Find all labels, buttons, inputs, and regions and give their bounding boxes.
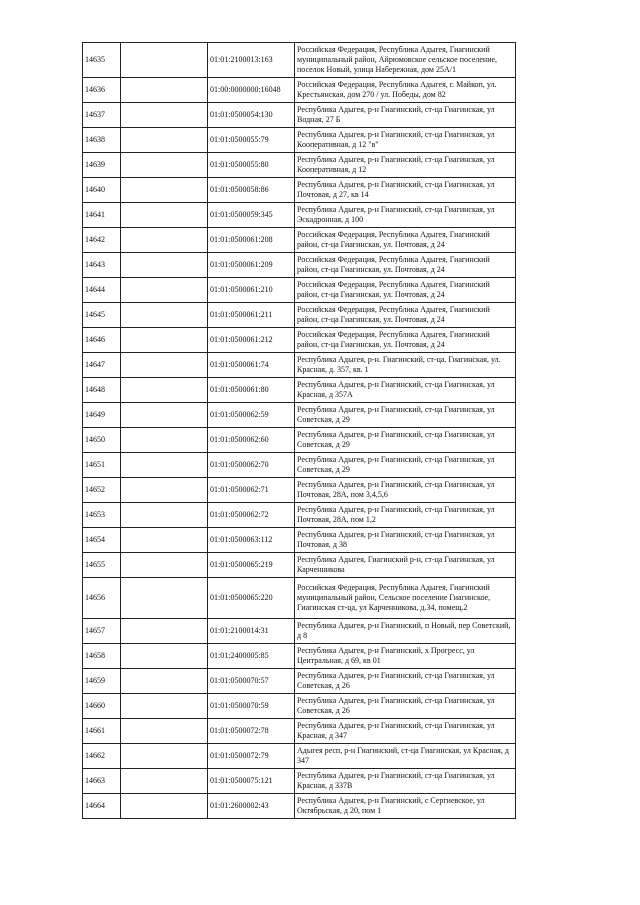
cadastral-number: 01:01:0500061:211	[208, 303, 295, 328]
empty-cell	[121, 328, 208, 353]
row-number: 14662	[83, 744, 121, 769]
empty-cell	[121, 694, 208, 719]
row-number: 14653	[83, 503, 121, 528]
table-row	[83, 744, 516, 769]
row-number: 14647	[83, 353, 121, 378]
empty-cell	[121, 719, 208, 744]
object-address: Республика Адыгея, р-н Гиагинский, п Новый, пер Советский, д 8	[295, 619, 516, 644]
object-address: Республика Адыгея, р-н Гиагинский, ст-ца Гиагинская, ул Советская, д 29	[295, 428, 516, 453]
empty-cell	[121, 228, 208, 253]
cadastral-number: 01:01:0500061:210	[208, 278, 295, 303]
object-address: Республика Адыгея, р-н Гиагинский, ст-ца Гиагинская, ул Водная, 27 Б	[295, 103, 516, 128]
row-number: 14659	[83, 669, 121, 694]
cadastral-number: 01:01:0500061:209	[208, 253, 295, 278]
table-row	[83, 153, 516, 178]
cadastral-number: 01:01:0500055:80	[208, 153, 295, 178]
cadastral-number: 01:01:0500061:74	[208, 353, 295, 378]
cadastral-number: 01:01:0500063:112	[208, 528, 295, 553]
table-row	[83, 769, 516, 794]
table-row	[83, 478, 516, 503]
object-address: Республика Адыгея, р-н Гиагинский, ст-ца Гиагинская, ул Советская, д 26	[295, 694, 516, 719]
row-number: 14652	[83, 478, 121, 503]
row-number: 14660	[83, 694, 121, 719]
object-address: Республика Адыгея, р-н Гиагинский, ст-ца Гиагинская, ул Почтовая, д 27, кв 14	[295, 178, 516, 203]
object-address: Республика Адыгея, р-н Гиагинский, ст-ца Гиагинская, ул Красная, д 337В	[295, 769, 516, 794]
object-address: Российская Федерация, Республика Адыгея, Гиагинский район, ст-ца Гиагинская, ул. Почтовая, д 24	[295, 328, 516, 353]
cadastral-number: 01:01:0500061:208	[208, 228, 295, 253]
object-address: Российская Федерация, Республика Адыгея, Гиагинский район, ст-ца Гиагинская, ул. Почтовая, д 24	[295, 228, 516, 253]
cadastral-number: 01:01:0500072:79	[208, 744, 295, 769]
object-address: Российская Федерация, Республика Адыгея, Гиагинский район, ст-ца Гиагинская, ул. Почтовая, д 24	[295, 303, 516, 328]
object-address: Республика Адыгея, р-н Гиагинский, с Сергиевское, ул Октябрьская, д 20, пом 1	[295, 794, 516, 819]
object-address: Республика Адыгея, р-н Гиагинский, ст-ца Гиагинская, ул Советская, д 29	[295, 403, 516, 428]
cadastral-number: 01:01:2100013:163	[208, 43, 295, 78]
object-address: Республика Адыгея, р-н Гиагинский, ст-ца Гиагинская, ул Почтовая, 28А, пом 3,4,5,6	[295, 478, 516, 503]
table-row	[83, 528, 516, 553]
table-row	[83, 619, 516, 644]
cadastral-number: 01:01:2100014:31	[208, 619, 295, 644]
table-row	[83, 203, 516, 228]
empty-cell	[121, 378, 208, 403]
empty-cell	[121, 769, 208, 794]
row-number: 14646	[83, 328, 121, 353]
empty-cell	[121, 669, 208, 694]
row-number: 14663	[83, 769, 121, 794]
cadastral-number: 01:01:0500065:220	[208, 578, 295, 619]
empty-cell	[121, 78, 208, 103]
cadastral-number: 01:01:0500062:60	[208, 428, 295, 453]
cadastral-number: 01:01:0500070:59	[208, 694, 295, 719]
row-number: 14657	[83, 619, 121, 644]
table-row	[83, 178, 516, 203]
cadastral-number: 01:01:0500062:59	[208, 403, 295, 428]
row-number: 14649	[83, 403, 121, 428]
table-row	[83, 228, 516, 253]
cadastral-number: 01:00:0000000:16048	[208, 78, 295, 103]
table-row	[83, 428, 516, 453]
row-number: 14643	[83, 253, 121, 278]
object-address: Республика Адыгея, р-н Гиагинский, ст-ца Гиагинская, ул Советская, д 29	[295, 453, 516, 478]
object-address: Адыгея респ, р-н Гиагинский, ст-ца Гиагинская, ул Красная, д 347	[295, 744, 516, 769]
table-row	[83, 103, 516, 128]
object-address: Республика Адыгея, р-н. Гиагинский, ст-ца. Гиагинская, ул. Красная, д. 357, кв. 1	[295, 353, 516, 378]
cadastral-number: 01:01:2600002:43	[208, 794, 295, 819]
empty-cell	[121, 578, 208, 619]
object-address: Республика Адыгея, р-н Гиагинский, ст-ца Гиагинская, ул Красная, д 347	[295, 719, 516, 744]
row-number: 14654	[83, 528, 121, 553]
table-row	[83, 794, 516, 819]
cadastral-number: 01:01:0500059:345	[208, 203, 295, 228]
empty-cell	[121, 453, 208, 478]
table-row	[83, 403, 516, 428]
table-row	[83, 353, 516, 378]
object-address: Российская Федерация, Республика Адыгея, Гиагинский район, ст-ца Гиагинская, ул. Почтовая, д 24	[295, 253, 516, 278]
registry-table-body	[83, 43, 516, 819]
empty-cell	[121, 403, 208, 428]
row-number: 14651	[83, 453, 121, 478]
row-number: 14658	[83, 644, 121, 669]
row-number: 14645	[83, 303, 121, 328]
table-row	[83, 303, 516, 328]
row-number: 14642	[83, 228, 121, 253]
empty-cell	[121, 178, 208, 203]
table-row	[83, 128, 516, 153]
object-address: Республика Адыгея, р-н Гиагинский, ст-ца Гиагинская, ул Эскадронная, д 100	[295, 203, 516, 228]
row-number: 14640	[83, 178, 121, 203]
table-row	[83, 694, 516, 719]
row-number: 14648	[83, 378, 121, 403]
table-row	[83, 78, 516, 103]
object-address: Республика Адыгея, р-н Гиагинский, ст-ца Гиагинская, ул Почтовая, д 38	[295, 528, 516, 553]
cadastral-number: 01:01:0500065:219	[208, 553, 295, 578]
row-number: 14661	[83, 719, 121, 744]
table-row	[83, 278, 516, 303]
empty-cell	[121, 744, 208, 769]
cadastral-number: 01:01:0500058:86	[208, 178, 295, 203]
table-row	[83, 503, 516, 528]
cadastral-number: 01:01:0500054:130	[208, 103, 295, 128]
object-address: Российская Федерация, Республика Адыгея, г. Майкоп, ул. Крестьянская, дом 270 / ул. Победы, дом 82	[295, 78, 516, 103]
row-number: 14637	[83, 103, 121, 128]
row-number: 14655	[83, 553, 121, 578]
object-address: Республика Адыгея, р-н Гиагинский, ст-ца Гиагинская, ул Советская, д 26	[295, 669, 516, 694]
row-number: 14656	[83, 578, 121, 619]
object-address: Российская Федерация, Республика Адыгея, Гиагинский муниципальный район, Айрюмовское сельское поселение, поселок Новый, улица Набережная, дом 25А/1	[295, 43, 516, 78]
cadastral-number: 01:01:0500072:78	[208, 719, 295, 744]
cadastral-number: 01:01:0500062:70	[208, 453, 295, 478]
row-number: 14650	[83, 428, 121, 453]
table-row	[83, 378, 516, 403]
table-row	[83, 553, 516, 578]
empty-cell	[121, 619, 208, 644]
cadastral-number: 01:01:0500062:71	[208, 478, 295, 503]
object-address: Республика Адыгея, р-н Гиагинский, ст-ца Гиагинская, ул Почтовая, 28А, пом 1,2	[295, 503, 516, 528]
row-number: 14636	[83, 78, 121, 103]
cadastral-number: 01:01:0500075:121	[208, 769, 295, 794]
empty-cell	[121, 794, 208, 819]
object-address: Республика Адыгея, р-н Гиагинский, ст-ца Гиагинская, ул Кооперативная, д 12 "в"	[295, 128, 516, 153]
empty-cell	[121, 353, 208, 378]
table-row	[83, 328, 516, 353]
cadastral-number: 01:01:0500061:80	[208, 378, 295, 403]
table-row	[83, 253, 516, 278]
empty-cell	[121, 278, 208, 303]
table-row	[83, 644, 516, 669]
table-row	[83, 669, 516, 694]
empty-cell	[121, 528, 208, 553]
object-address: Российская Федерация, Республика Адыгея, Гиагинский муниципальный район, Сельское поселение Гиагинское, Гиагинская ст-ца, ул Карченникова, д.34, помещ.2	[295, 578, 516, 619]
table-row	[83, 43, 516, 78]
cadastral-number: 01:01:2400005:85	[208, 644, 295, 669]
table-row	[83, 453, 516, 478]
empty-cell	[121, 644, 208, 669]
empty-cell	[121, 43, 208, 78]
empty-cell	[121, 478, 208, 503]
cadastral-number: 01:01:0500055:79	[208, 128, 295, 153]
object-address: Республика Адыгея, р-н Гиагинский, х Прогресс, ул Центральная, д 69, кв 01	[295, 644, 516, 669]
row-number: 14635	[83, 43, 121, 78]
object-address: Республика Адыгея, Гиагинский р-н, ст-ца Гиагинская, ул Карченникова	[295, 553, 516, 578]
empty-cell	[121, 203, 208, 228]
empty-cell	[121, 128, 208, 153]
row-number: 14638	[83, 128, 121, 153]
cadastral-number: 01:01:0500062:72	[208, 503, 295, 528]
empty-cell	[121, 428, 208, 453]
object-address: Российская Федерация, Республика Адыгея, Гиагинский район, ст-ца Гиагинская, ул. Почтовая, д 24	[295, 278, 516, 303]
object-address: Республика Адыгея, р-н Гиагинский, ст-ца Гиагинская, ул Красная, д 357А	[295, 378, 516, 403]
cadastral-number: 01:01:0500061:212	[208, 328, 295, 353]
object-address: Республика Адыгея, р-н Гиагинский, ст-ца Гиагинская, ул Кооперативная, д 12	[295, 153, 516, 178]
cadastral-number: 01:01:0500070:57	[208, 669, 295, 694]
row-number: 14644	[83, 278, 121, 303]
empty-cell	[121, 153, 208, 178]
row-number: 14664	[83, 794, 121, 819]
empty-cell	[121, 553, 208, 578]
table-row	[83, 719, 516, 744]
empty-cell	[121, 103, 208, 128]
row-number: 14639	[83, 153, 121, 178]
row-number: 14641	[83, 203, 121, 228]
empty-cell	[121, 303, 208, 328]
empty-cell	[121, 253, 208, 278]
empty-cell	[121, 503, 208, 528]
table-row	[83, 578, 516, 619]
registry-table	[82, 42, 516, 819]
